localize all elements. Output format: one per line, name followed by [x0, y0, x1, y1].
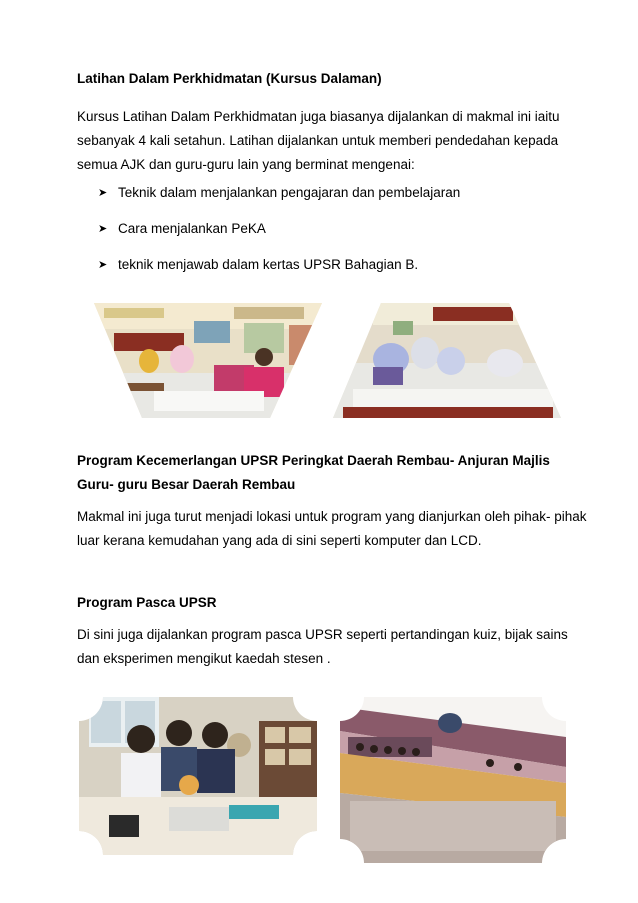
- paragraph-program-pasca-upsr: [77, 623, 577, 671]
- bullet-item: [98, 181, 460, 217]
- photo-students-experiment: [79, 697, 317, 855]
- section-heading-latihan: Latihan Dalam Perkhidmatan (Kursus Dalaman): [77, 71, 382, 86]
- paragraph-line: luar kerana kemudahan yang ada di sini seperti komputer dan LCD.: [77, 533, 482, 548]
- bullet-list: [98, 181, 460, 289]
- paragraph-latihan: [77, 105, 577, 177]
- arrow-bullet-icon: ➤: [98, 259, 108, 271]
- paragraph-line: Kursus Latihan Dalam Perkhidmatan juga biasanya dijalankan di makmal ini iaitu: [77, 109, 560, 124]
- bullet-item: [98, 253, 460, 289]
- bullet-text: Cara menjalankan PeKA: [118, 221, 266, 236]
- section-heading-program-kecemerlangan: [77, 449, 550, 497]
- photo-balcony-students: [340, 697, 566, 863]
- photo-training-session-1: [94, 303, 322, 418]
- paragraph-line: sebanyak 4 kali setahun. Latihan dijalankan untuk memberi pendedahan kepada: [77, 133, 559, 148]
- paragraph-program-kecemerlangan: [77, 505, 597, 553]
- photo-training-session-2: [333, 303, 561, 418]
- heading-line: Program Kecemerlangan UPSR Peringkat Daerah Rembau- Anjuran Majlis: [77, 453, 550, 468]
- paragraph-line: Makmal ini juga turut menjadi lokasi untuk program yang dianjurkan oleh pihak- pihak: [77, 509, 587, 524]
- heading-line: Guru- guru Besar Daerah Rembau: [77, 477, 296, 492]
- paragraph-line: semua AJK dan guru-guru lain yang berminat mengenai:: [77, 157, 415, 172]
- bullet-text: Teknik dalam menjalankan pengajaran dan pembelajaran: [118, 185, 461, 200]
- paragraph-line: dan eksperimen mengikut kaedah stesen .: [77, 651, 331, 666]
- arrow-bullet-icon: ➤: [98, 187, 108, 199]
- bullet-item: [98, 217, 460, 253]
- section-heading-program-pasca-upsr: Program Pasca UPSR: [77, 595, 217, 610]
- arrow-bullet-icon: ➤: [98, 223, 108, 235]
- paragraph-line: Di sini juga dijalankan program pasca UPSR seperti pertandingan kuiz, bijak sains: [77, 627, 568, 642]
- bullet-text: teknik menjawab dalam kertas UPSR Bahagian B.: [118, 257, 419, 272]
